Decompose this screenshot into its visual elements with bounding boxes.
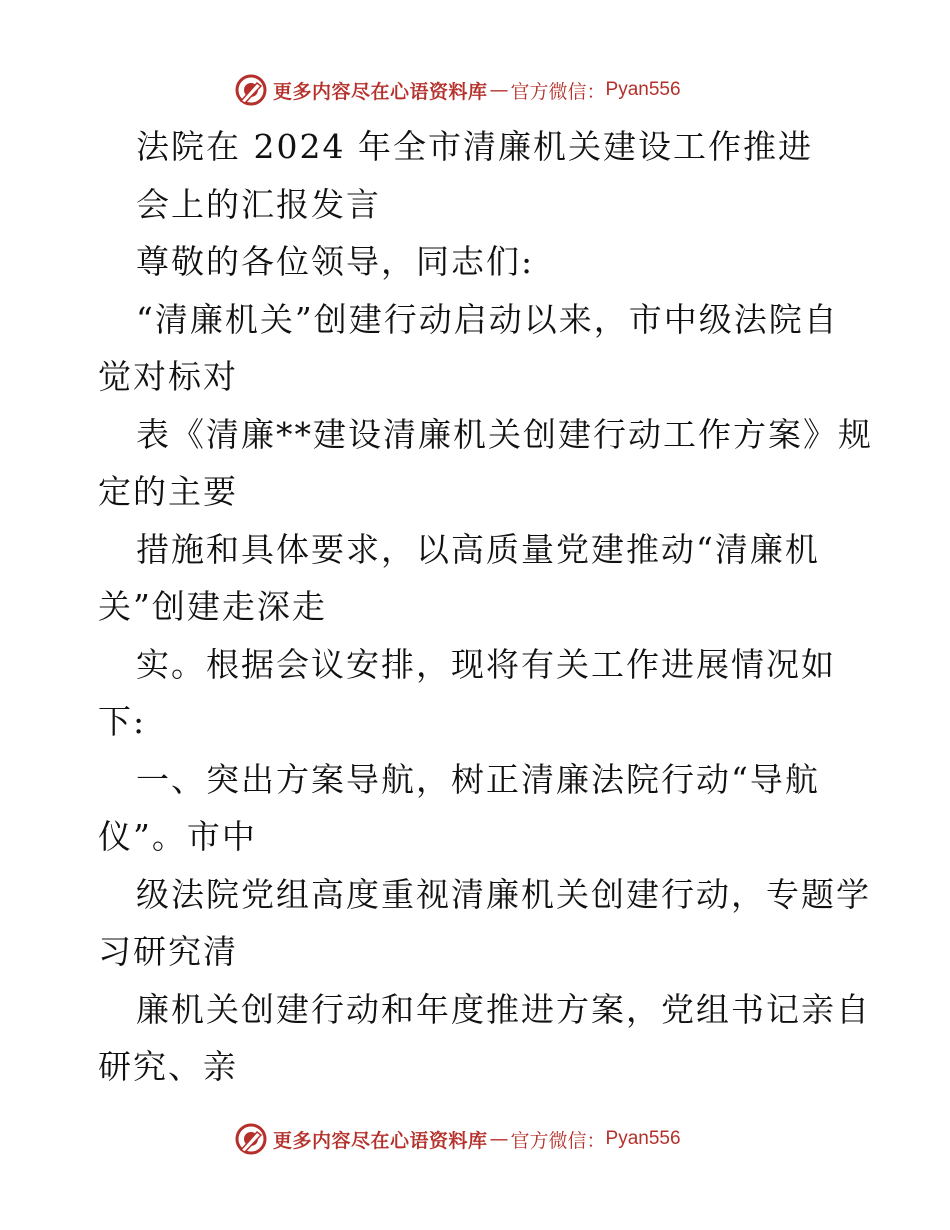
pen-logo-icon	[235, 74, 267, 106]
text-line: 尊敬的各位领导，同志们:	[136, 242, 535, 281]
text-line: 关”创建走深走	[98, 587, 327, 626]
text-line: 表《清廉**建设清廉机关创建行动工作方案》规	[136, 414, 873, 454]
watermark-dash: —	[489, 1128, 509, 1150]
text-line: 廉机关创建行动和年度推进方案，党组书记亲自	[136, 989, 871, 1029]
text-line: 实。根据会议安排，现将有关工作进展情况如	[136, 644, 836, 684]
watermark-text: 更多内容尽在心语资料库	[273, 80, 488, 103]
text-line: 定的主要	[98, 472, 238, 511]
watermark-text: 更多内容尽在心语资料库	[273, 1129, 488, 1152]
text-line: 仪”。市中	[98, 817, 257, 856]
watermark-wechat-id: Pyan556	[605, 1128, 681, 1149]
watermark-dash: —	[489, 79, 509, 101]
watermark-wechat-id: Pyan556	[605, 79, 681, 100]
document-body	[98, 118, 873, 1096]
text-line: 会上的汇报发言	[136, 184, 381, 224]
pen-logo-icon	[235, 1123, 267, 1155]
text-line: “清廉机关”创建行动启动以来，市中级法院自	[136, 299, 839, 339]
text-line: 措施和具体要求，以高质量党建推动“清廉机	[136, 529, 820, 569]
header-watermark	[235, 73, 681, 107]
text-line: 觉对标对	[98, 357, 238, 396]
text-line: 级法院党组高度重视清廉机关创建行动，专题学	[136, 874, 871, 914]
watermark-official-label: 官方微信：	[510, 80, 606, 103]
watermark-official-label: 官方微信：	[510, 1129, 606, 1152]
text-line: 研究、亲	[98, 1047, 238, 1086]
text-line: 法院在 2024 年全市清廉机关建设工作推进	[136, 127, 813, 166]
text-line: 习研究清	[98, 932, 238, 971]
text-line: 一、突出方案导航，树正清廉法院行动“导航	[136, 759, 820, 799]
text-line: 下:	[98, 702, 147, 741]
footer-watermark	[235, 1122, 681, 1156]
